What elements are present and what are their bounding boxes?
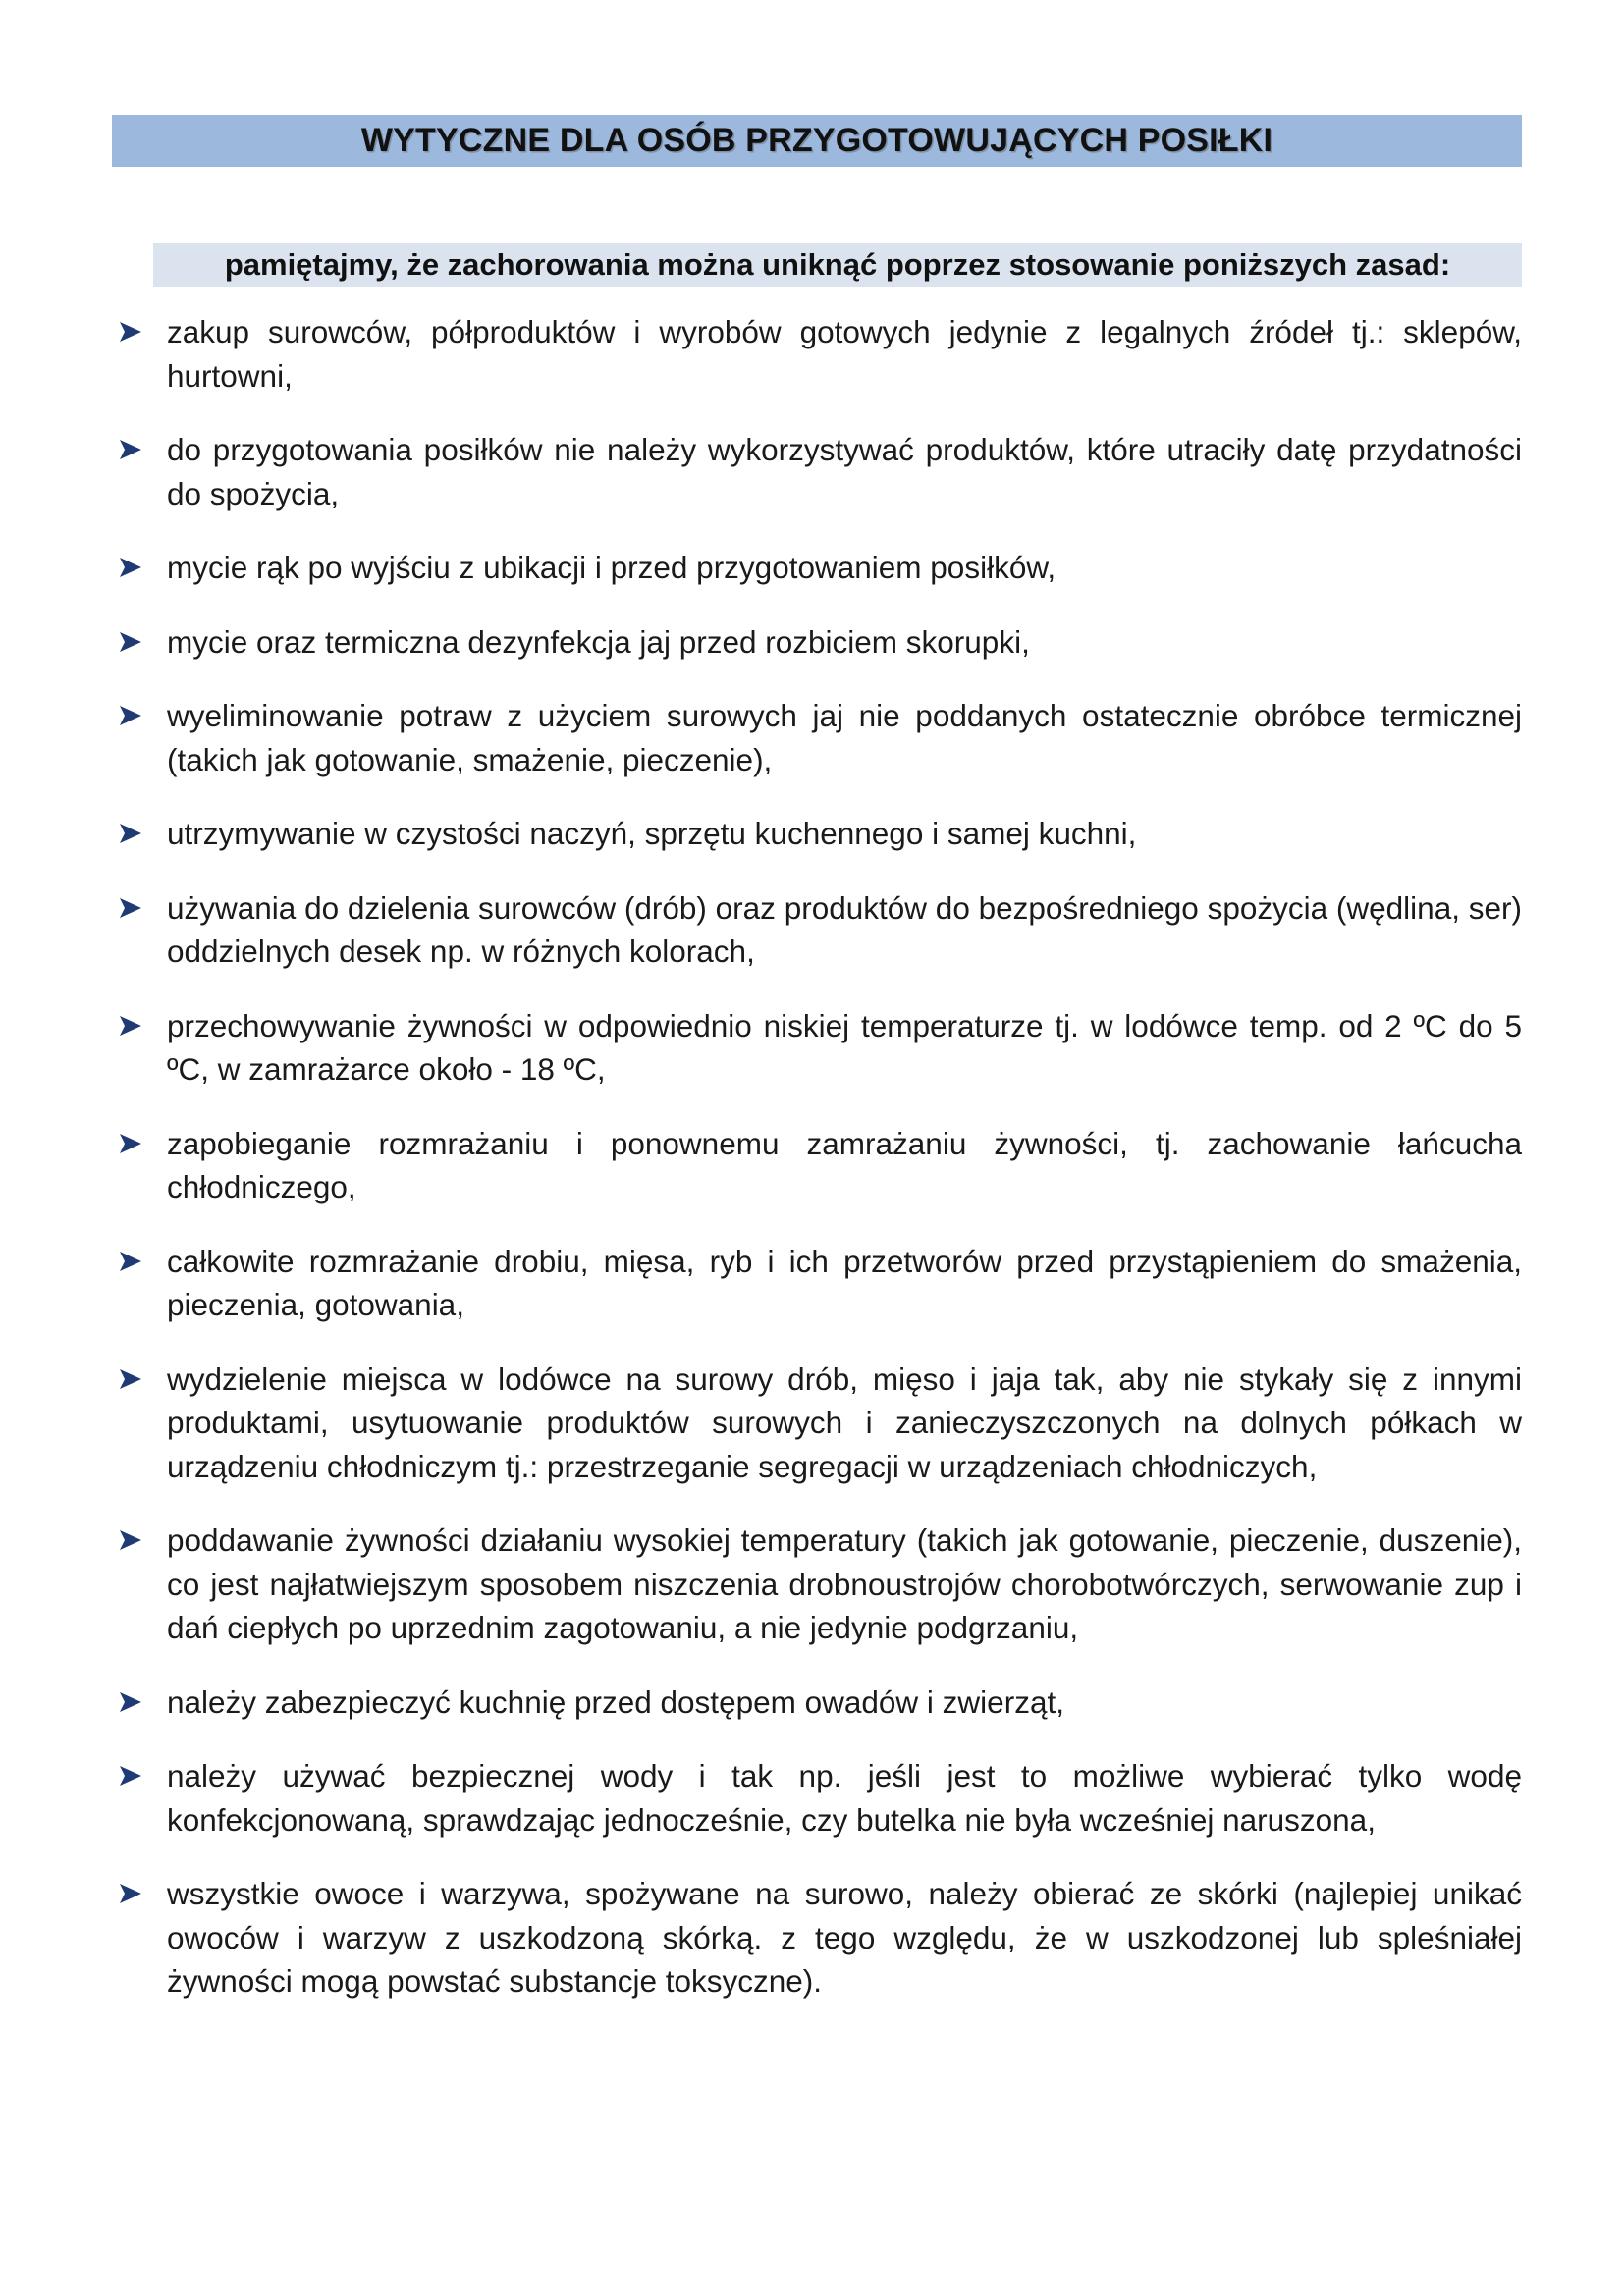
guideline-item (118, 1122, 1522, 1209)
arrow-right-icon (118, 556, 143, 579)
guideline-text: używania do dzielenia surowców (drób) oraz produktów do bezpośredniego spożycia (wędlina, ser) oddzielnych desek np. w różnych kolorach, (167, 889, 1522, 969)
document-title: WYTYCZNE DLA OSÓB PRZYGOTOWUJĄCYCH POSIŁKI (360, 122, 1273, 159)
guideline-list (118, 310, 1522, 2034)
arrow-right-icon (118, 704, 143, 727)
arrow-right-icon (118, 1014, 143, 1038)
guideline-text: zapobieganie rozmrażaniu i ponownemu zamrażaniu żywności, tj. zachowanie łańcucha chłodniczego, (167, 1125, 1522, 1204)
guideline-text: utrzymywanie w czystości naczyń, sprzętu kuchennego i samej kuchni, (167, 816, 1137, 851)
arrow-right-icon (118, 896, 143, 920)
guideline-item (118, 1519, 1522, 1650)
arrow-right-icon (118, 1690, 143, 1714)
arrow-right-icon (118, 1132, 143, 1155)
arrow-right-icon (118, 1882, 143, 1905)
subtitle-banner (153, 243, 1522, 287)
guideline-text: całkowite rozmrażanie drobiu, mięsa, ryb i ich przetworów przed przystąpieniem do smażenia, pieczenia, gotowania, (167, 1243, 1522, 1322)
guideline-item (118, 546, 1522, 590)
guideline-item (118, 620, 1522, 665)
arrow-right-icon (118, 1764, 143, 1788)
arrow-right-icon (118, 1367, 143, 1391)
guideline-item (118, 428, 1522, 515)
guideline-text: mycie rąk po wyjściu z ubikacji i przed przygotowaniem posiłków, (167, 550, 1056, 585)
guideline-item (118, 1358, 1522, 1489)
arrow-right-icon (118, 1528, 143, 1552)
guideline-text: wydzielenie miejsca w lodówce na surowy drób, mięso i jaja tak, aby nie stykały się z innymi produktami, usytuowanie produktów surowych i zanieczyszczonych na dolnych półkach w urządzeniu chłodniczym tj.: przestrzeganie segregacji w urządzeniach chłodniczych, (167, 1361, 1522, 1484)
guideline-text: wyeliminowanie potraw z użyciem surowych jaj nie poddanych ostatecznie obróbce termicznej (takich jak gotowanie, smażenie, pieczenie), (167, 698, 1522, 777)
guideline-item (118, 694, 1522, 781)
guideline-text: do przygotowania posiłków nie należy wykorzystywać produktów, które utraciły datę przydatności do spożycia, (167, 432, 1522, 511)
guideline-text: należy zabezpieczyć kuchnię przed dostępem owadów i zwierząt, (167, 1683, 1064, 1720)
guideline-item (118, 1872, 1522, 2003)
guideline-text: zakup surowców, półproduktów i wyrobów gotowych jedynie z legalnych źródeł tj.: sklepów, hurtowni, (167, 314, 1522, 394)
title-banner (112, 115, 1522, 167)
arrow-right-icon (118, 630, 143, 654)
guideline-text: wszystkie owoce i warzywa, spożywane na surowo, należy obierać ze skórki (najlepiej unikać owoców i warzyw z uszkodzoną skórką. z tego względu, że w uszkodzonej lub spleśniałej żywności mogą powstać substancje toksyczne). (167, 1876, 1522, 1999)
guideline-text: mycie oraz termiczna dezynfekcja jaj przed rozbiciem skorupki, (167, 623, 1030, 660)
guideline-item (118, 1004, 1522, 1092)
arrow-right-icon (118, 320, 143, 344)
guideline-item (118, 1240, 1522, 1327)
guideline-text: należy używać bezpiecznej wody i tak np. jeśli jest to możliwe wybierać tylko wodę konfekcjonowaną, sprawdzając jednocześnie, czy butelka nie była wcześniej naruszona, (167, 1758, 1522, 1838)
document-subtitle: pamiętajmy, że zachorowania można uniknąć poprzez stosowanie poniższych zasad: (224, 247, 1451, 282)
guideline-item (118, 812, 1522, 856)
guideline-item (118, 1681, 1522, 1725)
guideline-item (118, 1754, 1522, 1842)
arrow-right-icon (118, 438, 143, 461)
guideline-item (118, 886, 1522, 974)
arrow-right-icon (118, 1250, 143, 1273)
arrow-right-icon (118, 822, 143, 845)
guideline-text: poddawanie żywności działaniu wysokiej temperatury (takich jak gotowanie, pieczenie, duszenie), co jest najłatwiejszym sposobem niszczenia drobnoustrojów chorobotwórczych, serwowanie zup i dań ciepłych po uprzednim zagotowaniu, a nie jedynie podgrzaniu, (167, 1522, 1522, 1645)
guideline-item (118, 310, 1522, 398)
guideline-text: przechowywanie żywności w odpowiednio niskiej temperaturze tj. w lodówce temp. od 2 ºC do 5 ºC, w zamrażarce około - 18 ºC, (167, 1007, 1522, 1087)
